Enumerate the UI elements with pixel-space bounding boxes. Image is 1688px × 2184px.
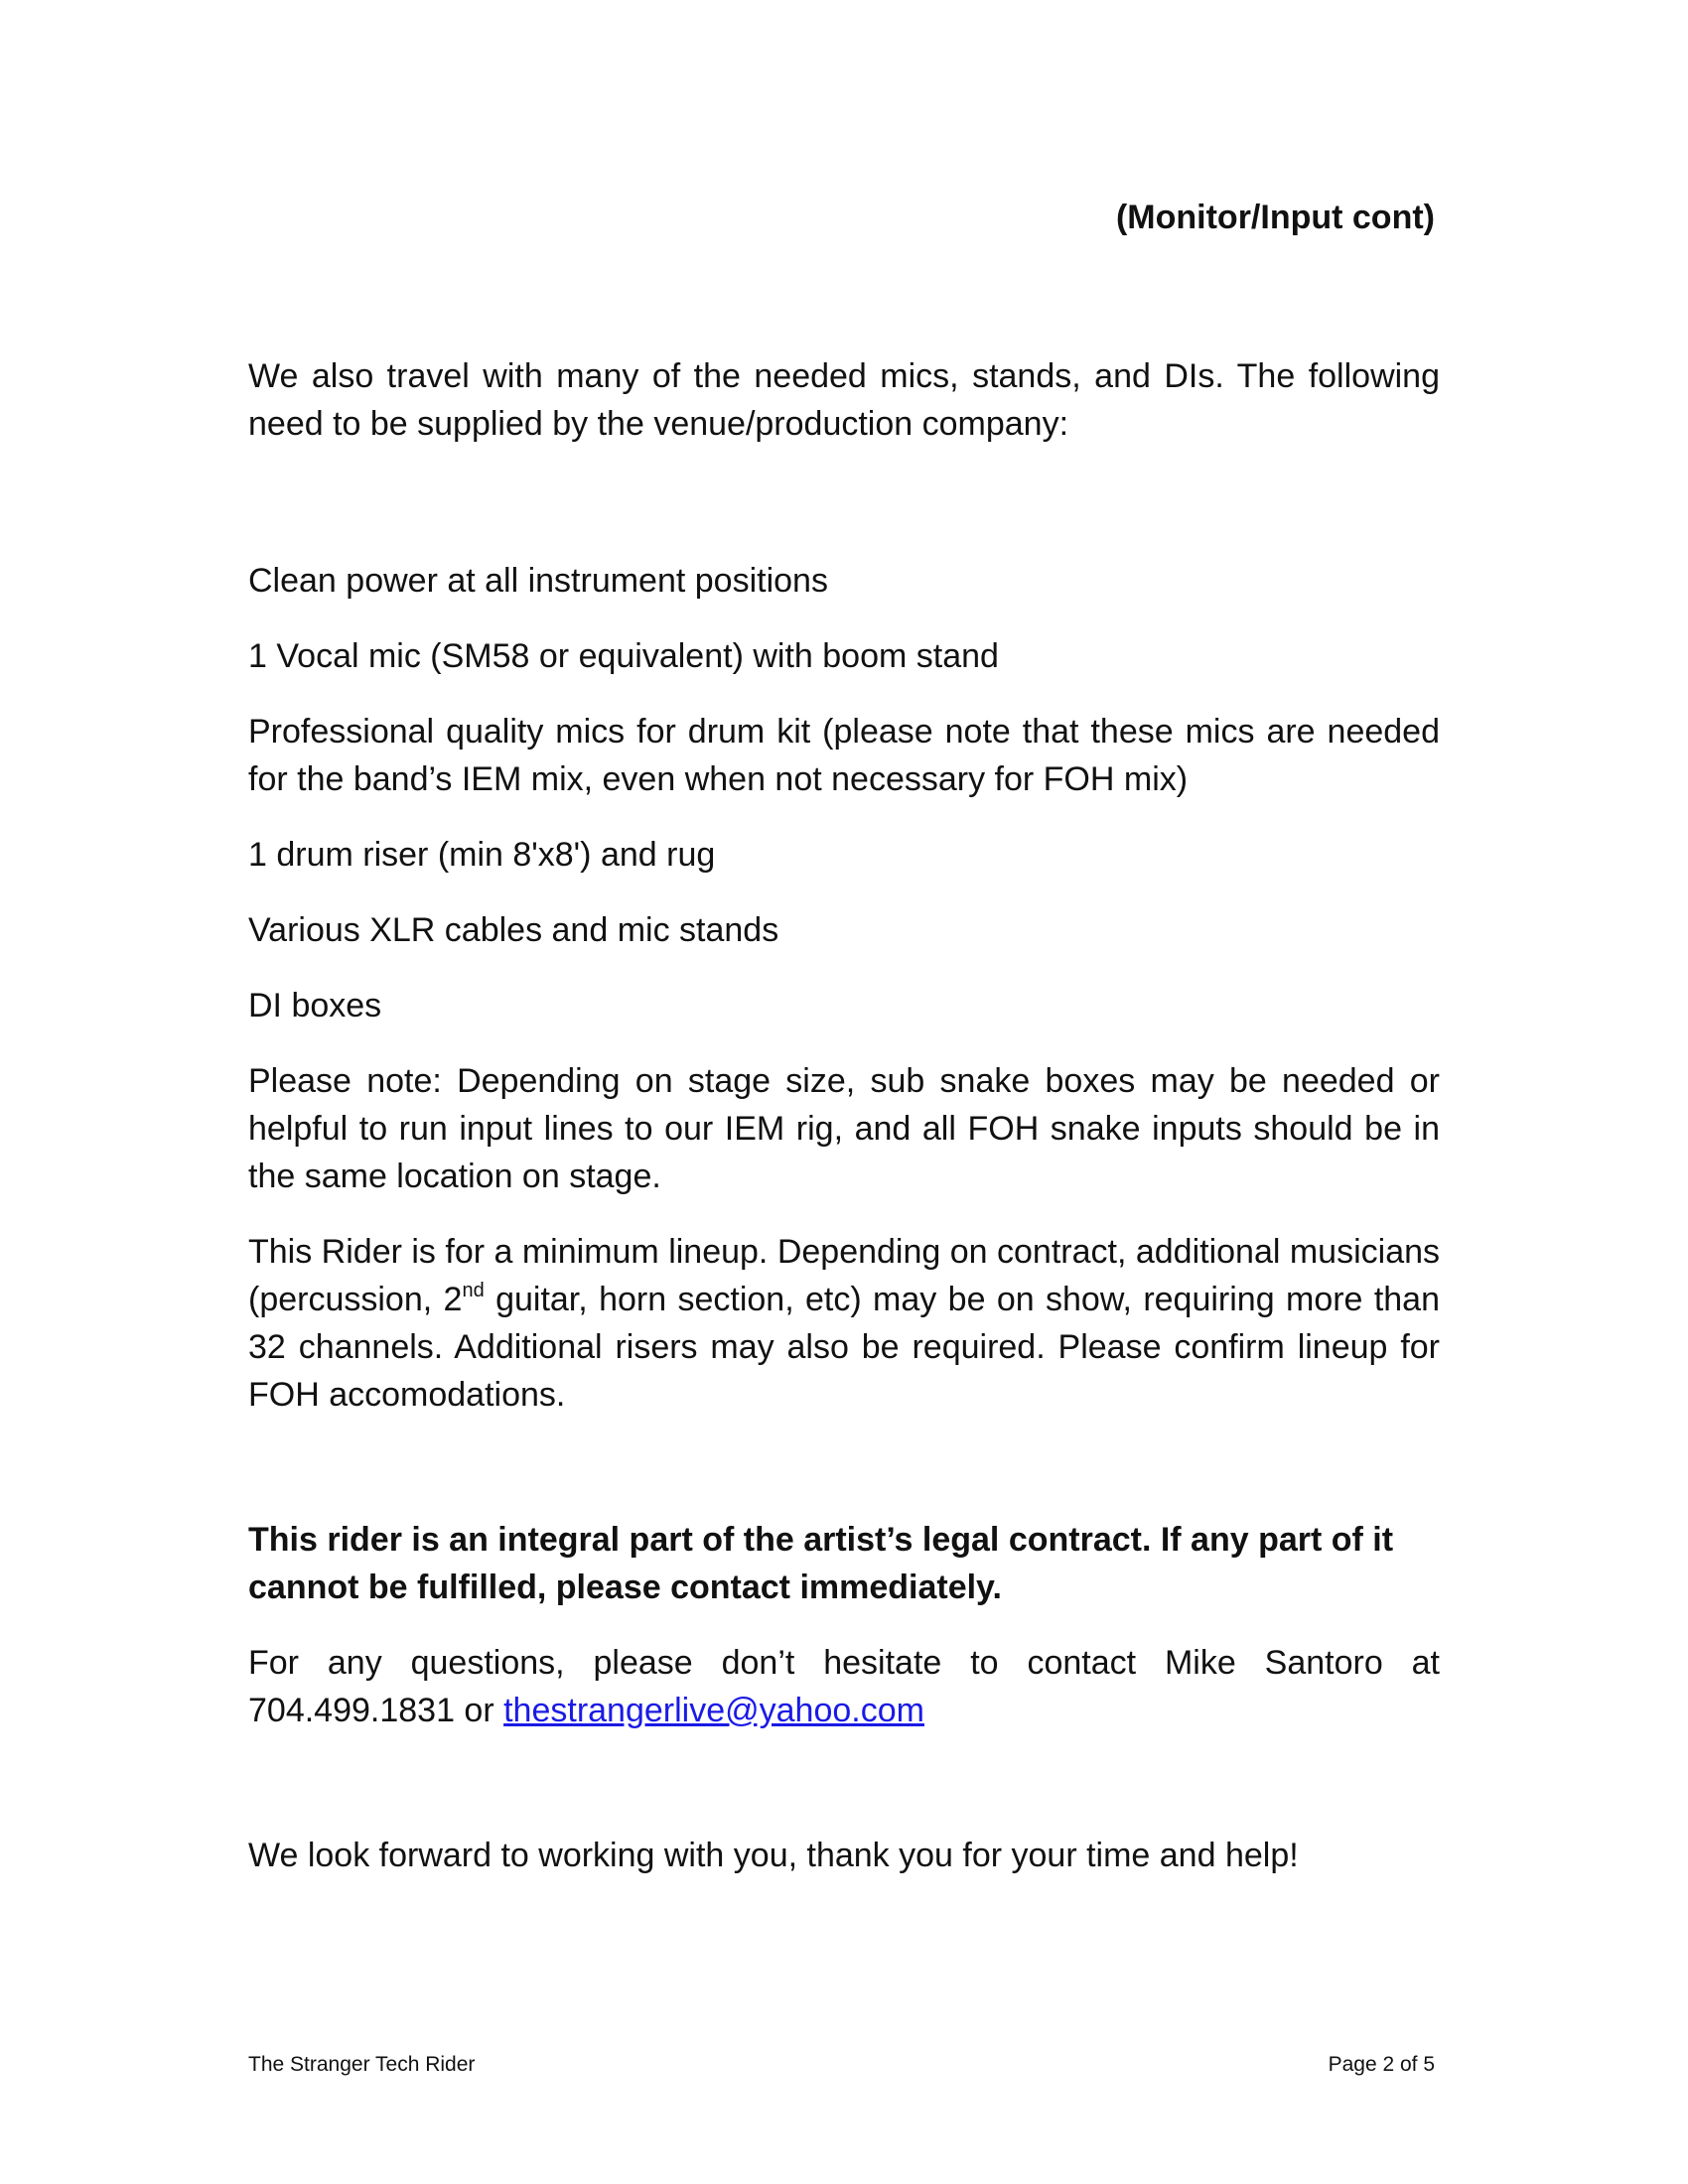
item-xlr-cables: Various XLR cables and mic stands	[248, 911, 779, 949]
lineup-text-end: guitar, horn section, etc) may be on show, requiring more than 32 channels. Additional risers may also be required. Please confirm lineup for FOH accomodations.	[248, 1281, 1440, 1414]
page-header: (Monitor/Input cont)	[1115, 199, 1435, 236]
footer-title: The Stranger Tech Rider	[248, 2053, 476, 2076]
ordinal-superscript: nd	[462, 1279, 485, 1301]
item-di-boxes: DI boxes	[248, 987, 382, 1024]
stage-note: Please note: Depending on stage size, sub snake boxes may be needed or helpful to run input lines to our IEM rig, and all FOH snake inputs should be in the same location on stage.	[248, 1062, 1440, 1195]
contact-text: For any questions, please don’t hesitate to contact Mike Santoro at 704.499.1831 or	[248, 1644, 1440, 1729]
page-number: Page 2 of 5	[1328, 2053, 1435, 2076]
email-link[interactable]: thestrangerlive@yahoo.com	[503, 1692, 924, 1729]
intro-paragraph: We also travel with many of the needed mics, stands, and DIs. The following need to be supplied by the venue/production company:	[248, 357, 1440, 443]
contract-notice: This rider is an integral part of the artist’s legal contract. If any part of it cannot be fulfilled, please contact immediately.	[248, 1521, 1394, 1606]
item-vocal-mic: 1 Vocal mic (SM58 or equivalent) with boom stand	[248, 637, 999, 675]
content-body	[248, 352, 1440, 1879]
lineup-paragraph	[248, 1228, 1440, 1419]
lineup-text-start: This Rider is for a minimum lineup. Depending on contract, additional musicians (percussion, 2	[248, 1233, 1441, 1318]
item-drum-mics: Professional quality mics for drum kit (please note that these mics are needed for the band’s IEM mix, even when not necessary for FOH mix)	[248, 713, 1440, 798]
contact-paragraph	[248, 1639, 1440, 1734]
item-clean-power: Clean power at all instrument positions	[248, 562, 828, 600]
closing-line: We look forward to working with you, thank you for your time and help!	[248, 1837, 1299, 1874]
item-drum-riser: 1 drum riser (min 8'x8') and rug	[248, 836, 716, 874]
